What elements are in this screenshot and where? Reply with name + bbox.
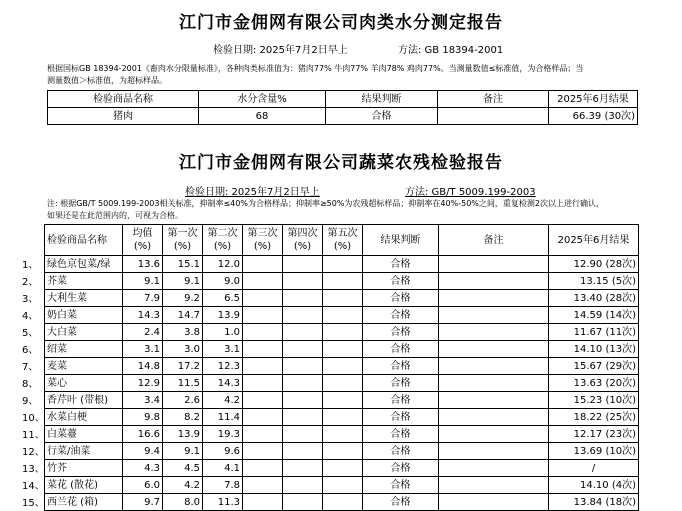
product-name: 大利生菜	[45, 290, 123, 307]
avg-value: 14.3	[123, 307, 163, 324]
test3-value	[243, 341, 283, 358]
header-cell: 均值(%)	[123, 225, 163, 256]
test4-value	[283, 290, 323, 307]
remark-cell	[439, 290, 549, 307]
test3-value	[243, 290, 283, 307]
header-cell: 第一次(%)	[163, 225, 203, 256]
remark-cell	[439, 460, 549, 477]
result-cell: 合格	[363, 256, 439, 273]
test5-value	[323, 426, 363, 443]
test4-value	[283, 307, 323, 324]
june-result: 12.17 (23次)	[549, 426, 639, 443]
table-row	[45, 477, 639, 494]
june-result: 14.10 (4次)	[549, 477, 639, 494]
header-cell: 第三次(%)	[243, 225, 283, 256]
avg-value: 9.8	[123, 409, 163, 426]
remark-cell	[439, 341, 549, 358]
product-name: 西兰花 (箱)	[45, 494, 123, 511]
product-name: 菜花 (散花)	[45, 477, 123, 494]
avg-value: 13.6	[123, 256, 163, 273]
product-name: 行菜/油菜	[45, 443, 123, 460]
report1-date: 检验日期: 2025年7月2日早上	[213, 45, 348, 56]
test2-value: 12.0	[203, 256, 243, 273]
test3-value	[243, 460, 283, 477]
result-cell: 合格	[363, 426, 439, 443]
avg-value: 16.6	[123, 426, 163, 443]
report1-title: 江门市金佣网有限公司肉类水分测定报告	[179, 13, 503, 33]
june-result: 18.22 (25次)	[549, 409, 639, 426]
remark-cell	[439, 443, 549, 460]
test5-value	[323, 341, 363, 358]
report1-header-row	[48, 91, 638, 108]
row-number: 14、	[22, 481, 45, 492]
product-name: 竹芥	[45, 460, 123, 477]
test2-value: 4.2	[203, 392, 243, 409]
test2-value: 13.9	[203, 307, 243, 324]
table-row	[45, 426, 639, 443]
header-cell: 结果判断	[326, 91, 438, 108]
test5-value	[323, 375, 363, 392]
june-result: 14.59 (14次)	[549, 307, 639, 324]
product-name: 水菜白梗	[45, 409, 123, 426]
row-number: 6、	[22, 345, 39, 356]
test5-value	[323, 307, 363, 324]
report2-note-line2: 如果还是在此范围内的，可视为合格。	[47, 211, 183, 220]
test4-value	[283, 273, 323, 290]
june-result: 11.67 (11次)	[549, 324, 639, 341]
test4-value	[283, 443, 323, 460]
test4-value	[283, 494, 323, 511]
test2-value: 11.4	[203, 409, 243, 426]
avg-value: 12.9	[123, 375, 163, 392]
report1-method: 方法: GB 18394-2001	[398, 45, 504, 56]
test2-value: 11.3	[203, 494, 243, 511]
test1-value: 3.8	[163, 324, 203, 341]
table-row	[45, 494, 639, 511]
june-result: 13.15 (5次)	[549, 273, 639, 290]
test3-value	[243, 477, 283, 494]
test4-value	[283, 341, 323, 358]
result-cell: 合格	[363, 324, 439, 341]
table-row	[45, 409, 639, 426]
report2-note	[47, 198, 645, 222]
test3-value	[243, 494, 283, 511]
row-number: 9、	[22, 396, 39, 407]
report2-note-line1: 注: 根据GB/T 5009.199-2003相关标准，抑制率≤40%为合格样品；抑制率≥50%为农残超标样品；抑制率在40%-50%之间，重复检测2次以上进行确认，	[47, 199, 604, 208]
table-row	[45, 460, 639, 477]
test4-value	[283, 409, 323, 426]
june-result: 15.23 (10次)	[549, 392, 639, 409]
test2-value: 4.1	[203, 460, 243, 477]
table-row	[45, 290, 639, 307]
test1-value: 8.0	[163, 494, 203, 511]
product-name: 绿色京包菜/绿	[45, 256, 123, 273]
test5-value	[323, 324, 363, 341]
test2-value: 9.0	[203, 273, 243, 290]
header-cell: 结果判断	[363, 225, 439, 256]
june-result: 13.84 (18次)	[549, 494, 639, 511]
test1-value: 15.1	[163, 256, 203, 273]
report1-note-line1: 根据国标GB 18394-2001《畜肉水分限量标准》，各种肉类标准值为：猪肉77% 牛肉77% 羊肉78% 鸡肉77%。当测量数值≤标准值，为合格样品；当	[47, 64, 584, 73]
result-cell: 合格	[363, 494, 439, 511]
remark-cell	[439, 256, 549, 273]
result-cell: 合格	[363, 358, 439, 375]
row-number: 1、	[22, 260, 39, 271]
test5-value	[323, 477, 363, 494]
avg-value: 9.7	[123, 494, 163, 511]
result-cell: 合格	[363, 341, 439, 358]
table-row	[48, 108, 638, 125]
product-name: 奶白菜	[45, 307, 123, 324]
test1-value: 4.2	[163, 477, 203, 494]
test2-value: 1.0	[203, 324, 243, 341]
remark-cell	[439, 392, 549, 409]
avg-value: 7.9	[123, 290, 163, 307]
june-result: /	[549, 460, 639, 477]
header-cell: 水分含量%	[199, 91, 326, 108]
test3-value	[243, 324, 283, 341]
june-result: 13.40 (28次)	[549, 290, 639, 307]
remark-cell	[438, 108, 549, 125]
report1-table	[47, 90, 638, 125]
test5-value	[323, 443, 363, 460]
row-number: 3、	[22, 294, 39, 305]
product-name: 香芹叶 (带根)	[45, 392, 123, 409]
test5-value	[323, 409, 363, 426]
june-result: 12.90 (28次)	[549, 256, 639, 273]
row-number: 4、	[22, 311, 39, 322]
avg-value: 14.8	[123, 358, 163, 375]
result-cell: 合格	[363, 273, 439, 290]
header-cell: 第二次(%)	[203, 225, 243, 256]
remark-cell	[439, 273, 549, 290]
header-cell: 2025年6月结果	[549, 91, 638, 108]
report2-date: 检验日期: 2025年7月2日早上	[185, 187, 320, 198]
test5-value	[323, 392, 363, 409]
product-name: 绍菜	[45, 341, 123, 358]
avg-value: 3.1	[123, 341, 163, 358]
header-cell: 第四次(%)	[283, 225, 323, 256]
result-cell: 合格	[363, 460, 439, 477]
remark-cell	[439, 494, 549, 511]
table-row	[45, 375, 639, 392]
remark-cell	[439, 358, 549, 375]
test1-value: 3.0	[163, 341, 203, 358]
table-row	[45, 443, 639, 460]
test4-value	[283, 358, 323, 375]
avg-value: 9.4	[123, 443, 163, 460]
header-cell: 2025年6月结果	[549, 225, 639, 256]
header-cell: 检验商品名称	[45, 225, 123, 256]
test1-value: 13.9	[163, 426, 203, 443]
result-cell: 合格	[363, 307, 439, 324]
result-cell: 合格	[326, 108, 438, 125]
june-result: 14.10 (13次)	[549, 341, 639, 358]
row-number: 7、	[22, 362, 39, 373]
test2-value: 19.3	[203, 426, 243, 443]
test3-value	[243, 375, 283, 392]
avg-value: 6.0	[123, 477, 163, 494]
test2-value: 12.3	[203, 358, 243, 375]
test4-value	[283, 426, 323, 443]
row-number: 5、	[22, 328, 39, 339]
table-row	[45, 307, 639, 324]
table-row	[45, 358, 639, 375]
test1-value: 4.5	[163, 460, 203, 477]
row-number: 10、	[22, 413, 45, 424]
test2-value: 9.6	[203, 443, 243, 460]
table-row	[45, 392, 639, 409]
test3-value	[243, 256, 283, 273]
test3-value	[243, 409, 283, 426]
test2-value: 6.5	[203, 290, 243, 307]
table-row	[45, 324, 639, 341]
result-cell: 合格	[363, 443, 439, 460]
test4-value	[283, 392, 323, 409]
test3-value	[243, 358, 283, 375]
test1-value: 2.6	[163, 392, 203, 409]
row-number: 2、	[22, 277, 39, 288]
product-name: 菜心	[45, 375, 123, 392]
test1-value: 8.2	[163, 409, 203, 426]
test4-value	[283, 256, 323, 273]
product-name: 白菜薹	[45, 426, 123, 443]
test5-value	[323, 273, 363, 290]
test5-value	[323, 460, 363, 477]
test1-value: 17.2	[163, 358, 203, 375]
row-number: 15、	[22, 498, 45, 509]
header-cell: 备注	[439, 225, 549, 256]
test1-value: 9.1	[163, 273, 203, 290]
result-cell: 合格	[363, 409, 439, 426]
moisture-value: 68	[199, 108, 326, 125]
test4-value	[283, 324, 323, 341]
test1-value: 14.7	[163, 307, 203, 324]
row-number: 13、	[22, 464, 45, 475]
test3-value	[243, 273, 283, 290]
test5-value	[323, 494, 363, 511]
test5-value	[323, 358, 363, 375]
test1-value: 9.2	[163, 290, 203, 307]
header-cell: 第五次(%)	[323, 225, 363, 256]
test4-value	[283, 477, 323, 494]
result-cell: 合格	[363, 392, 439, 409]
result-cell: 合格	[363, 477, 439, 494]
remark-cell	[439, 375, 549, 392]
remark-cell	[439, 324, 549, 341]
test3-value	[243, 443, 283, 460]
product-name: 猪肉	[48, 108, 199, 125]
remark-cell	[439, 426, 549, 443]
test1-value: 11.5	[163, 375, 203, 392]
report2-table	[44, 224, 639, 511]
june-result: 15.67 (29次)	[549, 358, 639, 375]
test3-value	[243, 426, 283, 443]
avg-value: 9.1	[123, 273, 163, 290]
june-result: 13.69 (10次)	[549, 443, 639, 460]
test2-value: 14.3	[203, 375, 243, 392]
test3-value	[243, 307, 283, 324]
avg-value: 3.4	[123, 392, 163, 409]
row-number: 12、	[22, 447, 45, 458]
result-cell: 合格	[363, 290, 439, 307]
report2-header-row	[45, 225, 639, 256]
table-row	[45, 341, 639, 358]
header-cell: 备注	[438, 91, 549, 108]
report2-method: 方法: GB/T 5009.199-2003	[405, 187, 536, 198]
report1-note	[47, 63, 645, 87]
header-cell: 检验商品名称	[48, 91, 199, 108]
test2-value: 7.8	[203, 477, 243, 494]
remark-cell	[439, 477, 549, 494]
june-result: 66.39 (30次)	[549, 108, 638, 125]
test1-value: 9.1	[163, 443, 203, 460]
row-number: 11、	[22, 430, 45, 441]
test5-value	[323, 290, 363, 307]
product-name: 大白菜	[45, 324, 123, 341]
table-row	[45, 256, 639, 273]
test3-value	[243, 392, 283, 409]
test4-value	[283, 460, 323, 477]
report1-note-line2: 测量数值＞标准值，为超标样品。	[47, 76, 167, 85]
result-cell: 合格	[363, 375, 439, 392]
june-result: 13.63 (20次)	[549, 375, 639, 392]
test5-value	[323, 256, 363, 273]
test4-value	[283, 375, 323, 392]
product-name: 麦菜	[45, 358, 123, 375]
report2-title: 江门市金佣网有限公司蔬菜农残检验报告	[179, 153, 503, 173]
row-number: 8、	[22, 379, 39, 390]
product-name: 芥菜	[45, 273, 123, 290]
remark-cell	[439, 307, 549, 324]
avg-value: 2.4	[123, 324, 163, 341]
table-row	[45, 273, 639, 290]
remark-cell	[439, 409, 549, 426]
avg-value: 4.3	[123, 460, 163, 477]
test2-value: 3.1	[203, 341, 243, 358]
